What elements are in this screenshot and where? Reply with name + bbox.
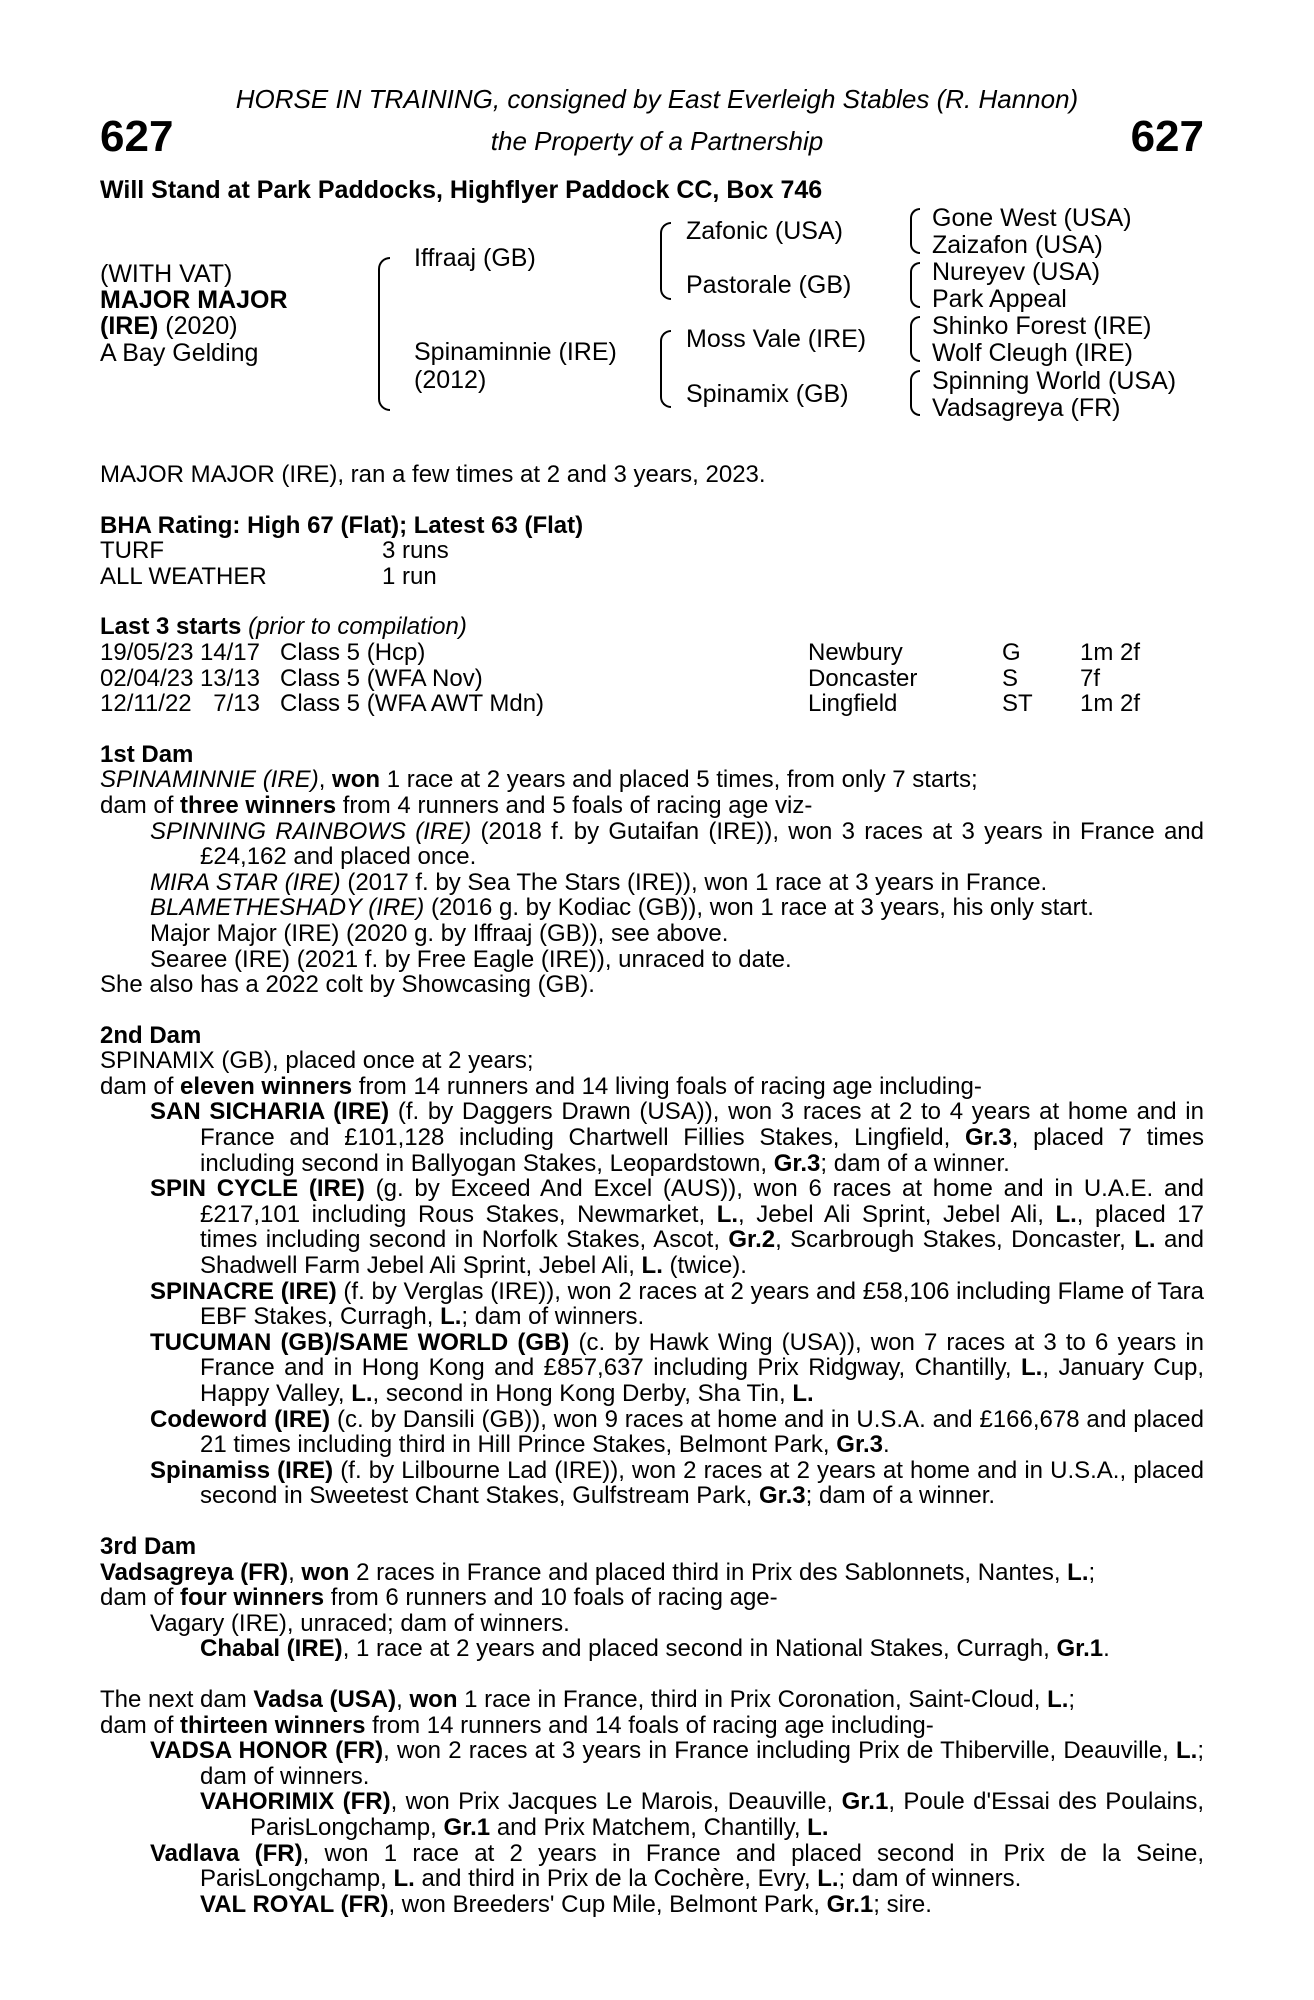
- progeny-entry: VAL ROYAL (FR), won Breeders' Cup Mile, Belmont Park, Gr.1; sire.: [200, 1890, 932, 1918]
- third-dam-line-1: Vadsagreya (FR), won 2 races in France and placed third in Prix des Sablonnets, Nantes, L.;: [100, 1558, 1096, 1586]
- start-distance: 7f: [1080, 664, 1101, 692]
- rating-heading: BHA Rating: High 67 (Flat); Latest 63 (Flat): [100, 511, 584, 539]
- pedigree-bracket-gen1: [378, 257, 390, 411]
- next-dam-line-2: dam of thirteen winners from 14 runners and 14 foals of racing age including-: [100, 1711, 934, 1739]
- catalogue-body: [100, 462, 1204, 1917]
- table-row: [100, 691, 1204, 717]
- race-summary: MAJOR MAJOR (IRE), ran a few times at 2 and 3 years, 2023.: [100, 461, 766, 488]
- third-dam-line-2: dam of four winners from 6 runners and 10 foals of racing age-: [100, 1584, 778, 1612]
- progeny-entry: MIRA STAR (IRE) (2017 f. by Sea The Stars (IRE)), won 1 race at 3 years in France.: [150, 868, 1048, 896]
- table-row: [100, 640, 1204, 666]
- first-dam-line-1: SPINAMINNIE (IRE), won 1 race at 2 years and placed 5 times, from only 7 starts;: [100, 766, 978, 794]
- ancestor-3: Nureyev (USA): [932, 258, 1101, 286]
- aw-label: ALL WEATHER: [100, 562, 267, 590]
- ancestor-2: Zaizafon (USA): [932, 231, 1103, 259]
- dam-dam: Spinamix (GB): [686, 380, 849, 408]
- pedigree-bracket-dam: [660, 330, 671, 408]
- start-date: 19/05/23: [100, 638, 194, 666]
- starts-heading-line: [100, 614, 1204, 640]
- dam: Spinaminnie (IRE): [414, 338, 617, 366]
- aw-value: 1 run: [382, 562, 437, 590]
- dam-name: SPINAMINNIE (IRE): [100, 766, 319, 794]
- pedigree-bracket-g3: [910, 316, 920, 362]
- dam-sire: Moss Vale (IRE): [686, 325, 867, 353]
- turf-label: TURF: [100, 537, 164, 565]
- pedigree-bracket-g1: [910, 208, 920, 254]
- progeny-entry: Spinamiss (IRE) (f. by Lilbourne Lad (IRE)), won 2 races at 2 years at home and in U.S.A., placed second in Sweetest Chant Stakes, Gulfstream Park, Gr.3; dam of a winner.: [150, 1456, 1204, 1510]
- horse-origin-line: [100, 313, 238, 339]
- ancestor-7: Spinning World (USA): [932, 367, 1177, 395]
- horse-year: (2020): [165, 312, 238, 340]
- second-dam-heading: 2nd Dam: [100, 1021, 202, 1049]
- consignment-title: HORSE IN TRAINING, consigned by East Everleigh Stables (R. Hannon): [235, 84, 1079, 114]
- pedigree-bracket-g4: [910, 370, 920, 416]
- horse-name-line: [100, 287, 288, 313]
- sire-sire: Zafonic (USA): [686, 217, 843, 245]
- start-date: 02/04/23: [100, 664, 194, 692]
- start-race: Class 5 (Hcp): [280, 638, 426, 666]
- ancestor-8: Vadsagreya (FR): [932, 394, 1121, 422]
- first-dam-line-2: dam of three winners from 4 runners and 5 foals of racing age viz-: [100, 791, 813, 819]
- table-row: [100, 666, 1204, 692]
- ancestor-4: Park Appeal: [932, 285, 1067, 313]
- dam-year: (2012): [414, 366, 487, 394]
- start-position: 7/13: [213, 690, 260, 718]
- vat-label: (WITH VAT): [100, 260, 233, 288]
- turf-value: 3 runs: [382, 537, 449, 565]
- starts-note: (prior to compilation): [248, 613, 467, 641]
- lot-number-left: 627: [100, 112, 174, 161]
- progeny-entry: TUCUMAN (GB)/SAME WORLD (GB) (c. by Hawk Wing (USA)), won 7 races at 3 to 6 years in France and in Hong Kong and £857,637 including Prix Ridgway, Chantilly, L., January Cup, Happy Valley, L., second in Hong Kong Derby, Sha Tin, L.: [150, 1328, 1204, 1407]
- ancestor-1: Gone West (USA): [932, 204, 1132, 232]
- ancestor-5: Shinko Forest (IRE): [932, 312, 1152, 340]
- progeny-entry: Vadlava (FR), won 1 race at 2 years in France and placed second in Prix de la Seine, ParisLongchamp, L. and third in Prix de la Cochère, Evry, L.; dam of winners.: [150, 1839, 1205, 1893]
- first-dam-heading: 1st Dam: [100, 740, 194, 768]
- progeny-entry: Chabal (IRE), 1 race at 2 years and placed second in National Stakes, Curragh, Gr.1.: [200, 1635, 1110, 1663]
- progeny-entry: SPIN CYCLE (IRE) (g. by Exceed And Excel (AUS)), won 6 races at home and in U.A.E. and £217,101 including Rous Stakes, Newmarket, L., Jebel Ali Sprint, Jebel Ali, L., placed 17 times including second in Norfolk Stakes, Ascot, Gr.2, Scarbrough Stakes, Doncaster, L. and Shadwell Farm Jebel Ali Sprint, Jebel Ali, L. (twice).: [150, 1175, 1204, 1280]
- third-dam-heading: 3rd Dam: [100, 1532, 197, 1560]
- second-dam-line-1: SPINAMIX (GB), placed once at 2 years;: [100, 1047, 534, 1075]
- start-position: 14/17: [199, 638, 260, 666]
- stand-location: Will Stand at Park Paddocks, Highflyer Paddock CC, Box 746: [100, 176, 823, 204]
- progeny-entry: SPINACRE (IRE) (f. by Verglas (IRE)), won 2 races at 2 years and £58,106 including Flame of Tara EBF Stakes, Curragh, L.; dam of winners.: [150, 1277, 1204, 1331]
- ancestor-6: Wolf Cleugh (IRE): [932, 339, 1133, 367]
- start-distance: 1m 2f: [1080, 690, 1141, 718]
- start-course: Lingfield: [808, 690, 898, 718]
- progeny-entry: Major Major (IRE) (2020 g. by Iffraaj (GB)), see above.: [150, 919, 729, 947]
- start-position: 13/13: [199, 664, 260, 692]
- consignment-subtitle: the Property of a Partnership: [490, 126, 824, 156]
- start-course: Newbury: [808, 638, 903, 666]
- pedigree-bracket-g2: [910, 262, 920, 308]
- start-going: ST: [1002, 690, 1033, 718]
- sire: Iffraaj (GB): [414, 244, 536, 272]
- progeny-entry: Vagary (IRE), unraced; dam of winners.: [150, 1609, 570, 1637]
- progeny-entry: SPINNING RAINBOWS (IRE) (2018 f. by Gutaifan (IRE)), won 3 races at 3 years in France and £24,162 and placed once.: [150, 817, 1204, 871]
- lot-number-right: 627: [1130, 112, 1204, 161]
- progeny-entry: BLAMETHESHADY (IRE) (2016 g. by Kodiac (GB)), won 1 race at 3 years, his only start.: [150, 894, 1094, 922]
- starts-table: [100, 640, 1204, 717]
- start-distance: 1m 2f: [1080, 638, 1141, 666]
- sire-dam: Pastorale (GB): [686, 271, 852, 299]
- pedigree-bracket-sire: [660, 222, 671, 300]
- start-race: Class 5 (WFA Nov): [280, 664, 483, 692]
- rating-turf: [100, 538, 1204, 564]
- progeny-entry: SAN SICHARIA (IRE) (f. by Daggers Drawn (USA)), won 3 races at 2 to 4 years at home and in France and £101,128 including Chartwell Fillies Stakes, Lingfield, Gr.3, placed 7 times including second in Ballyogan Stakes, Leopardstown, Gr.3; dam of a winner.: [150, 1098, 1204, 1177]
- progeny-entry: VAHORIMIX (FR), won Prix Jacques Le Marois, Deauville, Gr.1, Poule d'Essai des Poulains, ParisLongchamp, Gr.1 and Prix Matchem, Chantilly, L.: [200, 1788, 1205, 1841]
- progeny-entry: Codeword (IRE) (c. by Dansili (GB)), won 9 races at home and in U.S.A. and £166,678 and placed 21 times including third in Hill Prince Stakes, Belmont Park, Gr.3.: [150, 1405, 1204, 1459]
- horse-description: A Bay Gelding: [100, 339, 259, 367]
- start-going: G: [1002, 638, 1021, 666]
- rating-all-weather: [100, 564, 1204, 590]
- start-going: S: [1002, 664, 1019, 692]
- next-dam-line-1: The next dam Vadsa (USA), won 1 race in France, third in Prix Coronation, Saint-Cloud, L.;: [100, 1685, 1076, 1713]
- first-dam-note: She also has a 2022 colt by Showcasing (GB).: [100, 971, 595, 999]
- second-dam-line-2: dam of eleven winners from 14 runners and 14 living foals of racing age including-: [100, 1072, 982, 1100]
- starts-heading: Last 3 starts: [100, 613, 242, 641]
- progeny-entry: Searee (IRE) (2021 f. by Free Eagle (IRE)), unraced to date.: [150, 945, 792, 973]
- horse-origin: (IRE): [100, 312, 159, 340]
- start-race: Class 5 (WFA AWT Mdn): [280, 690, 545, 718]
- progeny-entry: VADSA HONOR (FR), won 2 races at 3 years in France including Prix de Thiberville, Deauville, L.; dam of winners.: [150, 1737, 1204, 1790]
- start-course: Doncaster: [808, 664, 918, 692]
- horse-name: MAJOR MAJOR: [100, 286, 288, 314]
- start-date: 12/11/22: [100, 690, 192, 718]
